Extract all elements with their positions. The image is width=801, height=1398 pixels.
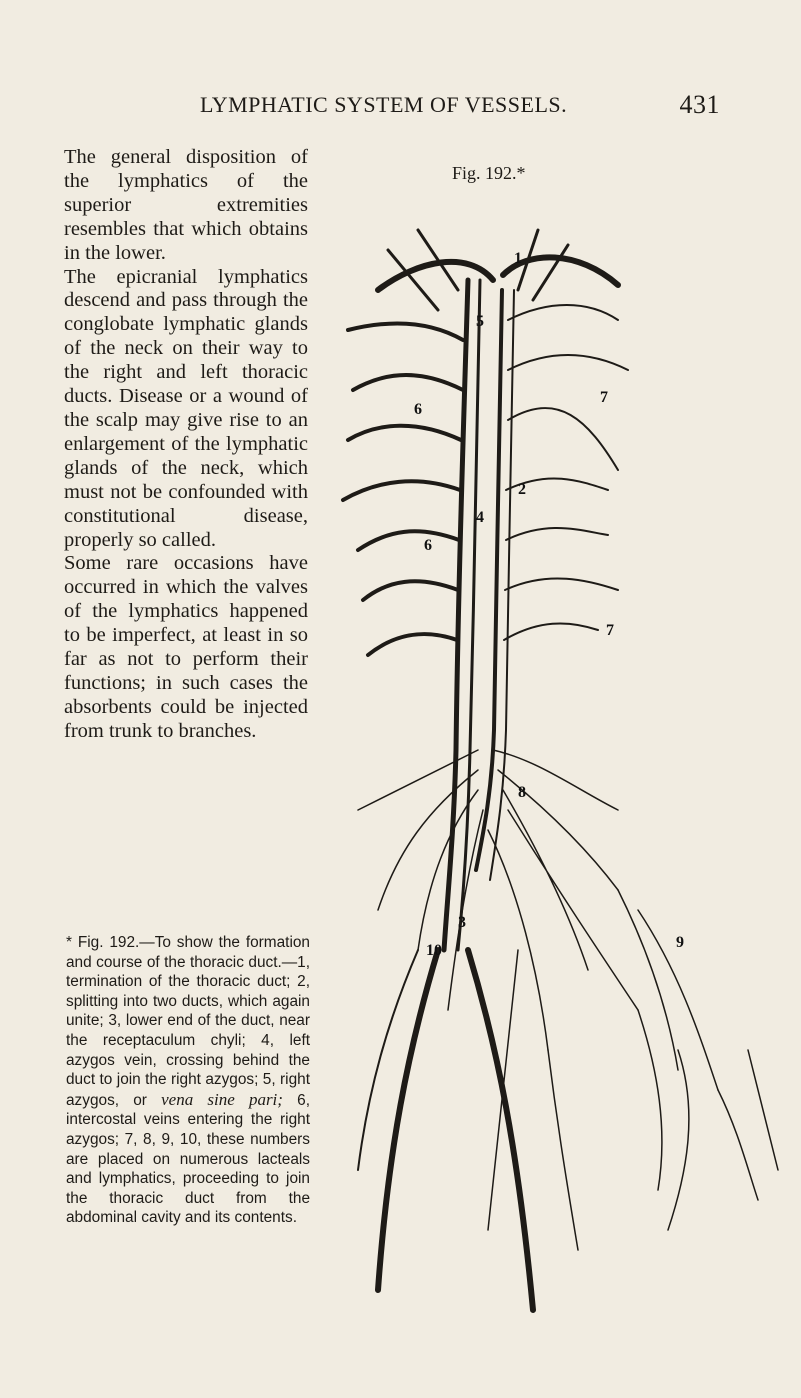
figure-label-5: 5: [476, 313, 484, 330]
figure-label-10: 10: [426, 942, 442, 959]
figure-footnote: [66, 933, 310, 1228]
figure-label-9: 9: [676, 934, 684, 951]
footnote-italic: vena sine pari;: [161, 1089, 283, 1109]
figure-label-2: 2: [518, 481, 526, 498]
paragraph: The general disposition of the lymphatics of the superior extremities resembles that which obtains in the lower.: [64, 146, 308, 264]
figure-label-3: 3: [458, 914, 466, 931]
figure-label-8: 8: [518, 784, 526, 801]
paragraph: The epicranial lymphatics descend and pass through the conglobate lymphatic glands of the neck on their way to the right and left thoracic ducts. Disease or a wound of the scalp may give rise to an enlargement of the lymphatic glands of the neck, which must not be confounded with constitutional disease, properly so called.: [64, 265, 308, 551]
figure-label-6-upper: 6: [414, 401, 422, 418]
vessel-drawing: [343, 230, 778, 1310]
figure-label-6-lower: 6: [424, 537, 432, 554]
figure-label-7-upper: 7: [600, 389, 608, 406]
thoracic-duct-illustration: [318, 190, 788, 1350]
body-text: [64, 146, 308, 744]
figure-caption: Fig. 192.*: [452, 163, 526, 183]
footnote-lead: * Fig. 192.—To show the formation and course of the thoracic duct.—1, termination of the thoracic duct; 2, splitting into two ducts, which again unite; 3, lower end of the duct, near the receptaculum chyli; 4, left azygos vein, crossing behind the duct to join the right azygos; 5, right azygos, or: [66, 934, 310, 1109]
figure-label-7-lower: 7: [606, 622, 614, 639]
figure-label-1: 1: [514, 250, 522, 267]
paragraph: Some rare occasions have occurred in which the valves of the lymphatics happened to be imperfect, at least in so far as not to perform their functions; in such cases the absorbents could be injected from trunk to branches.: [64, 552, 308, 742]
page-number: 431: [679, 90, 720, 119]
running-title: LYMPHATIC SYSTEM OF VESSELS.: [200, 92, 568, 117]
footnote-tail: 6, intercostal veins entering the right azygos; 7, 8, 9, 10, these numbers are placed on numerous lacteals and lymphatics, proceeding to join the thoracic duct from the abdominal cavity and its contents.: [66, 1091, 310, 1227]
figure-label-4: 4: [476, 509, 484, 526]
engraving: [318, 190, 788, 1350]
running-header: [200, 92, 720, 126]
